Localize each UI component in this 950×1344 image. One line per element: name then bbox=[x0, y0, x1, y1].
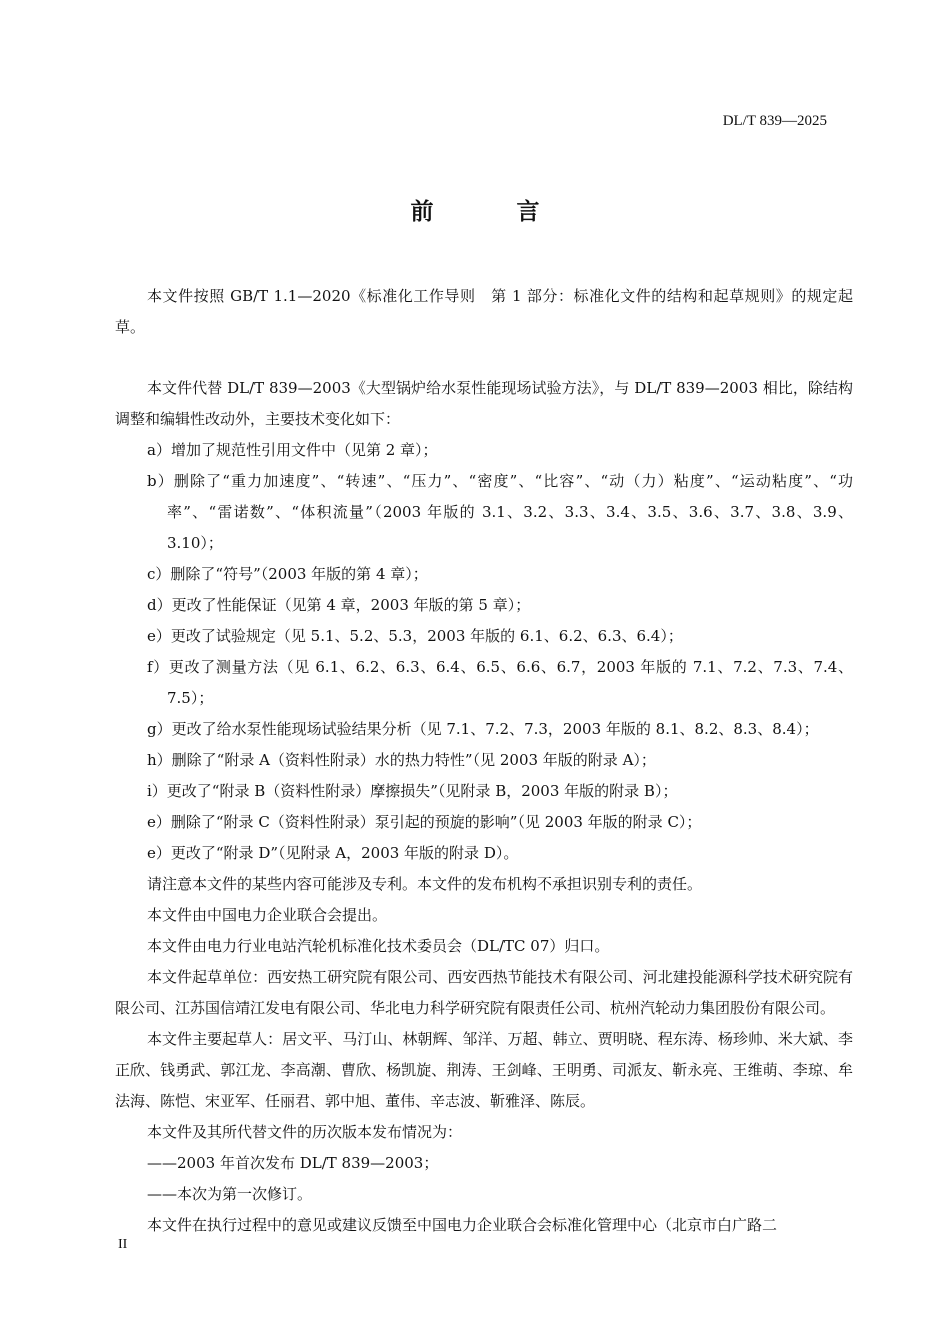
intro-section bbox=[115, 281, 853, 343]
change-item-b: b）删除了“重力加速度”、“转速”、“压力”、“密度”、“比容”、“动（力）粘度”、“运动粘度”、“功率”、“雷诺数”、“体积流量”（2003 年版的 3.1、3.2、3.3、3.4、3.5、3.6、3.7、3.8、3.9、3.10）； bbox=[147, 472, 853, 552]
change-item-f: f）更改了测量方法（见 6.1、6.2、6.3、6.4、6.5、6.6、6.7，2003 年版的 7.1、7.2、7.3、7.4、7.5）； bbox=[147, 658, 853, 707]
main-drafters: 本文件主要起草人：居文平、马汀山、林朝辉、邹洋、万超、韩立、贾明晓、程东涛、杨珍帅、米大斌、李正欣、钱勇武、郭江龙、李高潮、曹欣、杨凯旋、荆涛、王剑峰、王明勇、司派友、靳永亮、王维萌、李琼、牟法海、陈恺、宋亚军、任丽君、郭中旭、董伟、辛志波、靳雅泽、陈辰。 bbox=[115, 1030, 853, 1110]
version-history-item-current: ——本次为第一次修订。 bbox=[147, 1185, 313, 1203]
drafting-units: 本文件起草单位：西安热工研究院有限公司、西安西热节能技术有限公司、河北建投能源科学技术研究院有限公司、江苏国信靖江发电有限公司、华北电力科学研究院有限责任公司、杭州汽轮动力集团股份有限公司。 bbox=[115, 968, 853, 1017]
patent-notice: 请注意本文件的某些内容可能涉及专利。本文件的发布机构不承担识别专利的责任。 bbox=[147, 875, 703, 893]
page-number: II bbox=[118, 1237, 128, 1252]
change-item-g: g）更改了给水泵性能现场试验结果分析（见 7.1、7.2、7.3，2003 年版的 8.1、8.2、8.3、8.4）； bbox=[147, 720, 819, 738]
proposer-statement: 本文件由中国电力企业联合会提出。 bbox=[147, 906, 388, 924]
change-item-a: a）增加了规范性引用文件中（见第 2 章）； bbox=[147, 441, 438, 459]
change-item-h: h）删除了“附录 A（资料性附录）水的热力特性”（见 2003 年版的附录 A）； bbox=[147, 751, 656, 769]
intro-paragraph-drafting-rules: 本文件按照 GB/T 1.1—2020《标准化工作导则 第 1 部分：标准化文件的结构和起草规则》的规定起草。 bbox=[115, 287, 853, 336]
change-item-c: c）删除了“符号”（2003 年版的第 4 章）； bbox=[147, 565, 428, 583]
change-item-d: d）更改了性能保证（见第 4 章，2003 年版的第 5 章）； bbox=[147, 596, 531, 614]
version-history-intro: 本文件及其所代替文件的历次版本发布情况为： bbox=[147, 1123, 463, 1141]
intro-paragraph-replacement: 本文件代替 DL/T 839—2003《大型锅炉给水泵性能现场试验方法》，与 DL/T 839—2003 相比，除结构调整和编辑性改动外，主要技术变化如下： bbox=[115, 379, 853, 428]
change-item-e: e）更改了试验规定（见 5.1、5.2、5.3，2003 年版的 6.1、6.2、6.3、6.4）； bbox=[147, 627, 683, 645]
document-code: DL/T 839—2025 bbox=[722, 113, 827, 129]
committee-statement: 本文件由电力行业电站汽轮机标准化技术委员会（DL/TC 07）归口。 bbox=[147, 937, 610, 955]
version-history-item-2003: ——2003 年首次发布 DL/T 839—2003； bbox=[147, 1154, 439, 1172]
change-item-e3: e）更改了“附录 D”（见附录 A，2003 年版的附录 D）。 bbox=[147, 844, 519, 862]
change-item-e2: e）删除了“附录 C（资料性附录）泵引起的预旋的影响”（见 2003 年版的附录 C）； bbox=[147, 813, 702, 831]
page-title: 前 言 bbox=[410, 198, 570, 225]
change-item-i: i）更改了“附录 B（资料性附录）摩擦损失”（见附录 B，2003 年版的附录 B）； bbox=[147, 782, 678, 800]
feedback-statement: 本文件在执行过程中的意见或建议反馈至中国电力企业联合会标准化管理中心（北京市白广路二 bbox=[147, 1216, 778, 1234]
main-body bbox=[115, 373, 853, 1241]
